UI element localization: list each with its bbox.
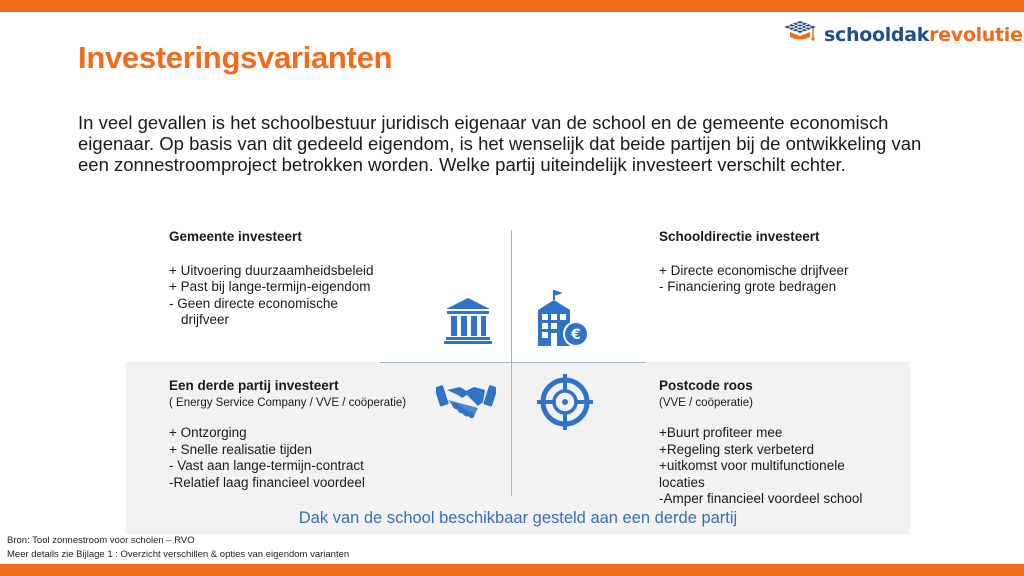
quadrant-postcode-roos-item-5: -Amper financieel voordeel school xyxy=(659,491,863,506)
slide-intro: In veel gevallen is het schoolbestuur juridisch eigenaar van de school en de gemeente economisch eigenaar. Op basis van dit gedeeld eigendom, is het wenselijk dat beide partijen bij de ontwikkeling van een zonnestroomproject betrokken worden. Welke partij uiteindelijk investeert verschilt echter. xyxy=(78,112,922,175)
quadrant-schooldirectie xyxy=(659,229,848,296)
brand-name-part1: schooldak xyxy=(824,23,930,46)
brand-logo xyxy=(780,18,1023,51)
brand-name xyxy=(824,24,1023,46)
quadrant-schooldirectie-item-2: - Financiering grote bedragen xyxy=(659,279,837,294)
quadrant-gemeente-item-2: + Past bij lange-termijn-eigendom xyxy=(169,279,371,294)
quadrant-gemeente xyxy=(169,229,374,329)
quadrant-gemeente-item-4: drijfveer xyxy=(181,312,230,327)
government-building-icon xyxy=(442,294,494,351)
quadrant-postcode-roos xyxy=(659,378,862,508)
horizontal-divider xyxy=(380,362,646,363)
quadrant-schooldirectie-heading: Schooldirectie investeert xyxy=(659,229,820,244)
footer-details-line: Meer details zie Bijlage 1 : Overzicht verschillen & opties van eigendom varianten xyxy=(7,549,350,560)
quadrant-postcode-roos-item-3: +uitkomst voor multifunctionele xyxy=(659,458,845,473)
panel-caption: Dak van de school beschikbaar gesteld aan een derde partij xyxy=(298,509,738,527)
quadrant-schooldirectie-item-1: + Directe economische drijfveer xyxy=(659,262,849,278)
quadrant-derde-partij-item-3: - Vast aan lange-termijn-contract xyxy=(169,458,364,473)
quadrant-postcode-roos-subtitle: (VVE / coöperatie) xyxy=(659,396,753,409)
top-accent-bar xyxy=(0,0,1024,12)
quadrant-gemeente-item-3: - Geen directe economische xyxy=(169,295,338,311)
slide-title: Investeringsvarianten xyxy=(78,40,393,75)
quadrant-gemeente-item-1: + Uitvoering duurzaamheidsbeleid xyxy=(169,262,374,278)
footer-source xyxy=(7,534,349,562)
quadrant-derde-partij xyxy=(169,378,406,491)
quadrant-postcode-roos-item-4: locaties xyxy=(659,474,705,490)
quadrant-postcode-roos-heading: Postcode roos xyxy=(659,378,753,393)
bottom-accent-bar xyxy=(0,564,1024,576)
target-crosshair-icon xyxy=(535,372,595,437)
brand-name-part2: revolutie xyxy=(929,23,1023,46)
quadrant-postcode-roos-item-1: +Buurt profiteer mee xyxy=(659,425,783,440)
quadrant-derde-partij-item-2: + Snelle realisatie tijden xyxy=(169,441,312,457)
handshake-icon xyxy=(436,378,496,427)
quadrant-derde-partij-subtitle: ( Energy Service Company / VVE / coöperatie) xyxy=(169,396,407,409)
solar-panel-graduation-cap-icon xyxy=(780,18,820,51)
quadrant-derde-partij-item-4: -Relatief laag financieel voordeel xyxy=(169,474,365,490)
quadrant-postcode-roos-item-2: +Regeling sterk verbeterd xyxy=(659,441,814,457)
vertical-divider xyxy=(511,230,512,496)
quadrant-derde-partij-heading: Een derde partij investeert xyxy=(169,378,339,393)
school-building-euro-icon xyxy=(532,288,592,355)
footer-source-line: Bron: Tool zonnestroom voor scholen – RVO xyxy=(7,535,195,546)
svg-text:€: € xyxy=(571,327,581,343)
quadrant-derde-partij-item-1: + Ontzorging xyxy=(169,425,247,440)
quadrant-gemeente-heading: Gemeente investeert xyxy=(169,229,302,244)
